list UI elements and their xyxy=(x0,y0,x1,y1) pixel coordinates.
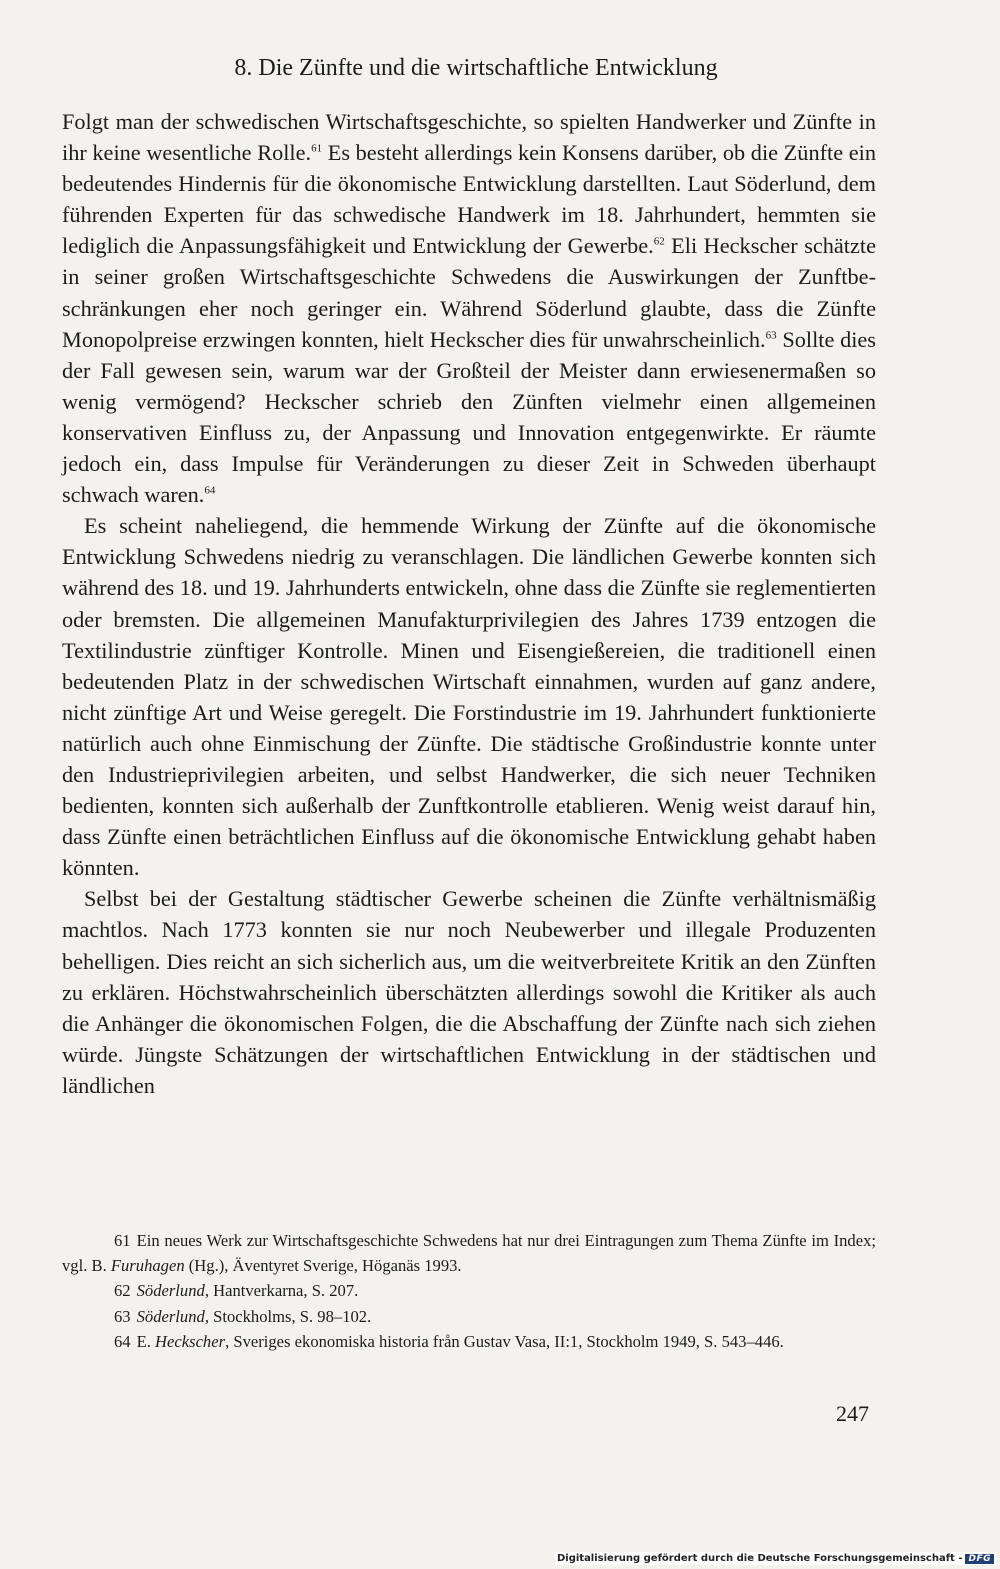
paragraph-text: Selbst bei der Gestaltung städtischer Gewerbe scheinen die Zünfte verhältnismäßig machtlos. Nach 1773 konnten sie nur noch Neubewerber und illegale Produzenten behelligen. Dies reicht an sich sicherlich aus, um die weitverbreitete Kritik an den Zünften zu erklären. Höchstwahrscheinlich überschätzten allerdings sowohl die Kritiker als auch die Anhänger die ökonomischen Folgen, die die Abschaffung der Zünfte nach sich ziehen würde. Jüngste Schätzungen der wirtschaftlichen Entwicklung in der städtischen und ländlichen xyxy=(62,886,876,1098)
paragraph-text: Es scheint naheliegend, die hemmende Wirkung der Zünfte auf die ökonomische Entwicklung Schwedens niedrig zu veranschlagen. Die ländlichen Gewerbe konnten sich während des 18. und 19. Jahrhunderts entwickeln, ohne dass die Zünfte sie reglementierten oder bremsten. Die allgemeinen Manufakturprivilegien des Jahres 1739 entzogen die Textilindustrie zünftiger Kontrolle. Minen und Eisengießereien, die traditionell einen bedeutenden Platz in der schwedischen Wirtschaft einnahmen, wurden auf ganz andere, nicht zünftige Art und Weise geregelt. Die Forstindustrie im 19. Jahrhundert funktionierte natürlich auch ohne Einmischung der Zünfte. Die städtische Großindustrie konnte unter den Industrieprivilegien arbeiten, und selbst Handwerker, die sich neuer Techniken bedienten, konnten sich außerhalb der Zunftkontrolle etablieren. Wenig weist darauf hin, dass Zünfte einen beträchtlichen Einfluss auf die ökonomische Entwicklung gehabt haben könnten. xyxy=(62,513,876,881)
digitization-credit xyxy=(555,1552,996,1565)
footnote-author: Heckscher xyxy=(155,1331,226,1351)
footnote xyxy=(62,1278,876,1303)
footnote xyxy=(62,1304,876,1329)
footnote-text: , Hantverkarna, S. 207. xyxy=(204,1281,359,1301)
footnote-number: 61 xyxy=(114,1231,131,1250)
footnote-text: , Stockholms, S. 98–102. xyxy=(204,1306,372,1326)
footnote-number: 64 xyxy=(114,1331,131,1351)
footnote-number: 62 xyxy=(114,1281,131,1301)
credit-text: Digitalisierung gefördert durch die Deutsche Forschungsgemeinschaft - xyxy=(556,1553,963,1564)
chapter-heading: 8. Die Zünfte und die wirtschaftliche Entwicklung xyxy=(234,55,718,81)
paragraph-text: Es besteht allerdings kein Konsens darüber, ob die Zünfte ein bedeutendes Hindernis für die ökonomische Entwicklung darstellten. Laut Söderlund, dem führenden Experten für das schwedische Handwerk im 18. Jahrhundert, hemmten sie lediglich die Anpassungsfähigkeit und Entwicklung der Gewerbe. xyxy=(62,140,876,259)
paragraph-text: Folgt man der schwedischen Wirtschaftsgeschichte, so spielten Handwerker und Zünfte in ihr keine wesentliche Rolle. xyxy=(62,109,876,166)
footnote-author: Furuhagen xyxy=(110,1256,185,1276)
body-paragraph xyxy=(62,883,876,1101)
footnote-reference: 62 xyxy=(653,235,665,248)
main-text xyxy=(62,52,876,1101)
footnote xyxy=(62,1228,876,1278)
dfg-logo-icon: DFG xyxy=(965,1554,994,1564)
footnote xyxy=(62,1329,876,1354)
footnote-text: , Sveriges ekonomiska historia från Gustav Vasa, II:1, Stockholm 1949, S. 543–446. xyxy=(225,1331,784,1351)
footnote-text: (Hg.), Äventyret Sverige, Höganäs 1993. xyxy=(184,1256,462,1276)
body-paragraph xyxy=(62,106,876,510)
page-number: 247 xyxy=(836,1401,869,1426)
footnote-author: Söderlund xyxy=(136,1281,205,1301)
paragraph-text: Eli Heckscher schätzte in seiner großen Wirtschaftsgeschichte Schwedens die Auswirkungen der Zunftbeschränkungen eher noch geringer ein. Während Söderlund glaubte, dass die Zünfte Monopolpreise erzwingen konnten, hielt Heckscher dies für unwahrscheinlich. xyxy=(62,233,876,352)
body-paragraph xyxy=(62,510,876,883)
paragraph-text: Sollte dies der Fall gewesen sein, warum war der Großteil der Meister dann erwiesenermaßen so wenig vermögend? Heckscher schrieb den Zünften vielmehr einen allgemeinen konservativen Einfluss zu, der Anpassung und Innovation entgegenwirkte. Er räumte jedoch ein, dass Impulse für Veränderungen zu dieser Zeit in Schweden überhaupt schwach waren. xyxy=(62,326,876,508)
footnote-author: Söderlund xyxy=(136,1306,205,1326)
paragraph-container xyxy=(62,106,876,1101)
footnote-text: E. xyxy=(136,1331,156,1351)
footnote-number: 63 xyxy=(114,1306,131,1326)
footnote-reference: 61 xyxy=(311,142,323,155)
footnote-reference: 64 xyxy=(204,484,216,497)
footnote-text: Ein neues Werk zur Wirtschaftsgeschichte Schwedens hat nur drei Eintragungen zum Thema Zünfte im Index; vgl. B. xyxy=(62,1231,876,1276)
footnotes xyxy=(62,1228,876,1354)
footnote-reference: 63 xyxy=(765,329,777,342)
